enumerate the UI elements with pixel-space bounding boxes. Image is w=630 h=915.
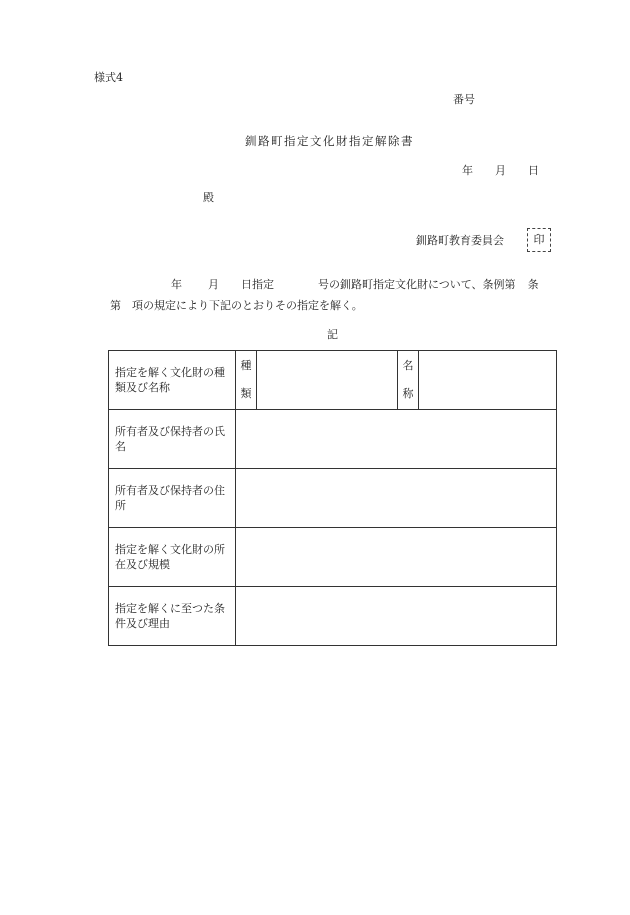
type-label-cell [236,351,257,410]
body-day-designated: 日指定 [241,278,274,291]
name-label-cell [398,351,419,410]
detail-table [108,350,557,646]
type-label-bottom: 類 [240,387,252,400]
row-label: 所有者及び保持者の住所 [109,469,236,528]
table-row [109,528,557,587]
name-value-cell[interactable] [419,351,557,410]
body-article: 条 [527,278,539,291]
table-row [109,469,557,528]
record-label: 記 [327,328,338,341]
table-row [109,410,557,469]
form-code: 様式4 [94,71,123,84]
row-value-cell[interactable] [236,410,557,469]
body-month: 月 [208,278,219,291]
name-label-bottom: 称 [402,387,414,400]
table-row [109,351,557,410]
body-rest: 項の規定により下記のとおりその指定を解く。 [132,299,363,312]
row-label: 指定を解くに至つた条件及び理由 [109,587,236,646]
year-label: 年 [462,164,473,177]
row-value-cell[interactable] [236,469,557,528]
body-text-line-1 [171,278,539,292]
type-label-top: 種 [240,359,252,372]
document-number-label: 番号 [453,93,475,106]
body-number-text: 号の釧路町指定文化財について、条例第 [318,278,516,291]
month-label: 月 [495,164,506,177]
issuer-name: 釧路町教育委員会 [416,234,504,247]
name-label-top: 名 [402,359,414,372]
row-label: 所有者及び保持者の氏名 [109,410,236,469]
row-value-cell[interactable] [236,587,557,646]
row-label: 指定を解く文化財の所在及び規模 [109,528,236,587]
body-text-line-2 [110,299,363,313]
body-paragraph: 第 [110,299,121,312]
date-line [462,164,539,178]
row-label-type-name: 指定を解く文化財の種類及び名称 [109,351,236,410]
row-value-cell[interactable] [236,528,557,587]
document-title: 釧路町指定文化財指定解除書 [245,134,414,148]
addressee-suffix: 殿 [203,191,214,204]
day-label: 日 [528,164,539,177]
type-value-cell[interactable] [257,351,398,410]
seal-stamp-box: 印 [527,228,551,252]
table-row [109,587,557,646]
body-year: 年 [171,278,182,291]
